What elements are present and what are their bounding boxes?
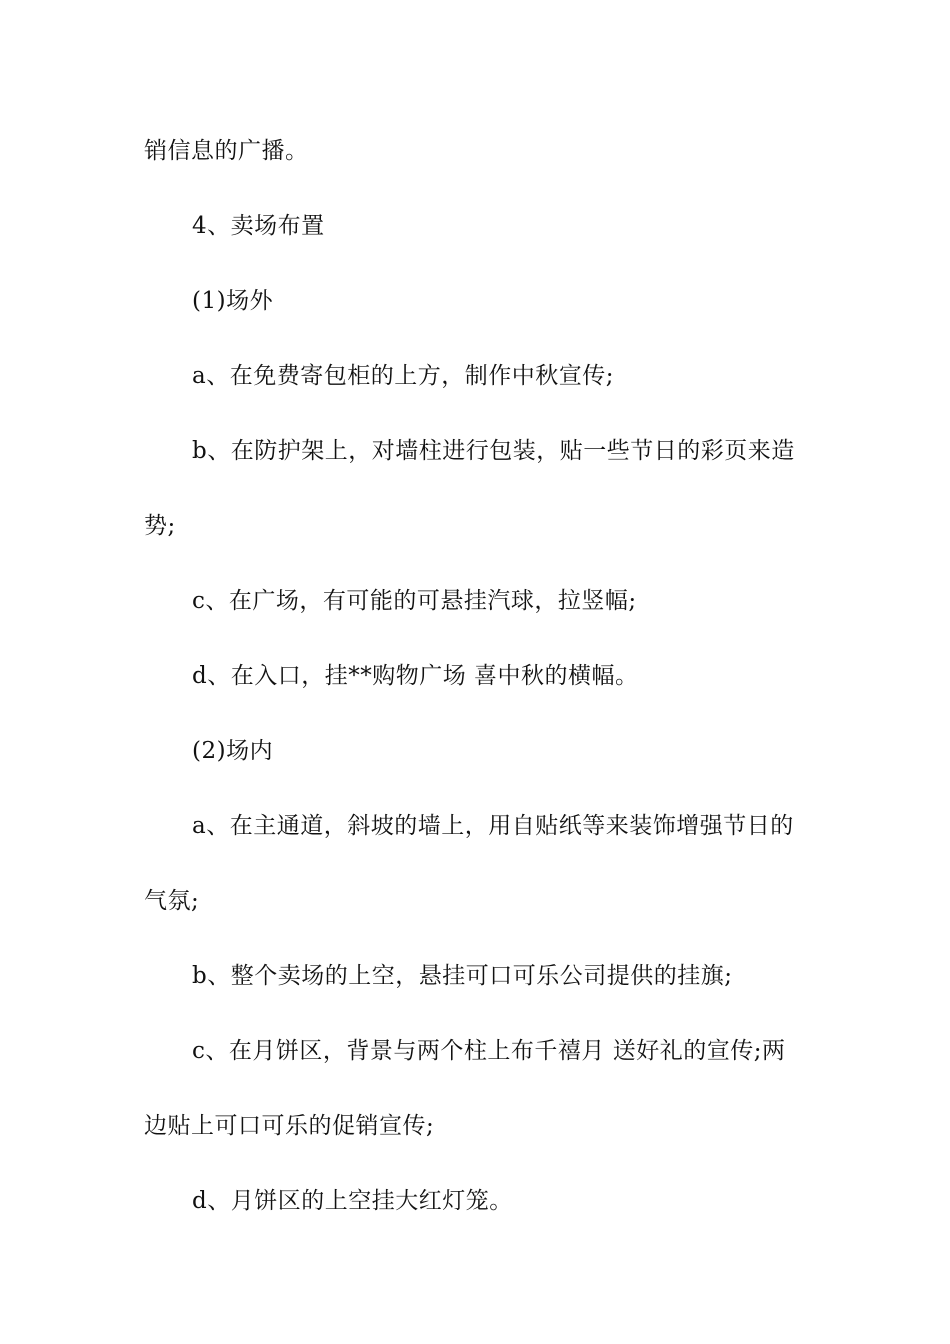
list-item-b-inside: b、整个卖场的上空，悬挂可口可乐公司提供的挂旗; [192, 963, 733, 989]
list-item-c-inside-continuation: 边贴上可口可乐的促销宣传; [144, 1113, 435, 1139]
list-item-a-inside-continuation: 气氛; [144, 888, 200, 914]
list-item-a-inside: a、在主通道，斜坡的墙上，用自贴纸等来装饰增强节日的 [192, 813, 794, 839]
paragraph-line-continuation: 销信息的广播。 [144, 138, 309, 164]
list-item-b: b、在防护架上，对墙柱进行包装，贴一些节日的彩页来造 [192, 438, 795, 464]
list-item-d-inside: d、月饼区的上空挂大红灯笼。 [192, 1188, 513, 1214]
list-item-a: a、在免费寄包柜的上方，制作中秋宣传; [192, 363, 614, 389]
subsection-heading-inside: (2)场内 [192, 738, 274, 764]
subsection-heading-outside: (1)场外 [192, 288, 274, 314]
list-item-b-continuation: 势; [144, 513, 176, 539]
list-item-c: c、在广场，有可能的可悬挂汽球，拉竖幅; [192, 588, 637, 614]
list-item-c-inside: c、在月饼区，背景与两个柱上布千禧月 送好礼的宣传;两 [192, 1038, 786, 1064]
section-heading: 4、卖场布置 [192, 213, 325, 239]
list-item-d: d、在入口，挂**购物广场 喜中秋的横幅。 [192, 663, 639, 689]
